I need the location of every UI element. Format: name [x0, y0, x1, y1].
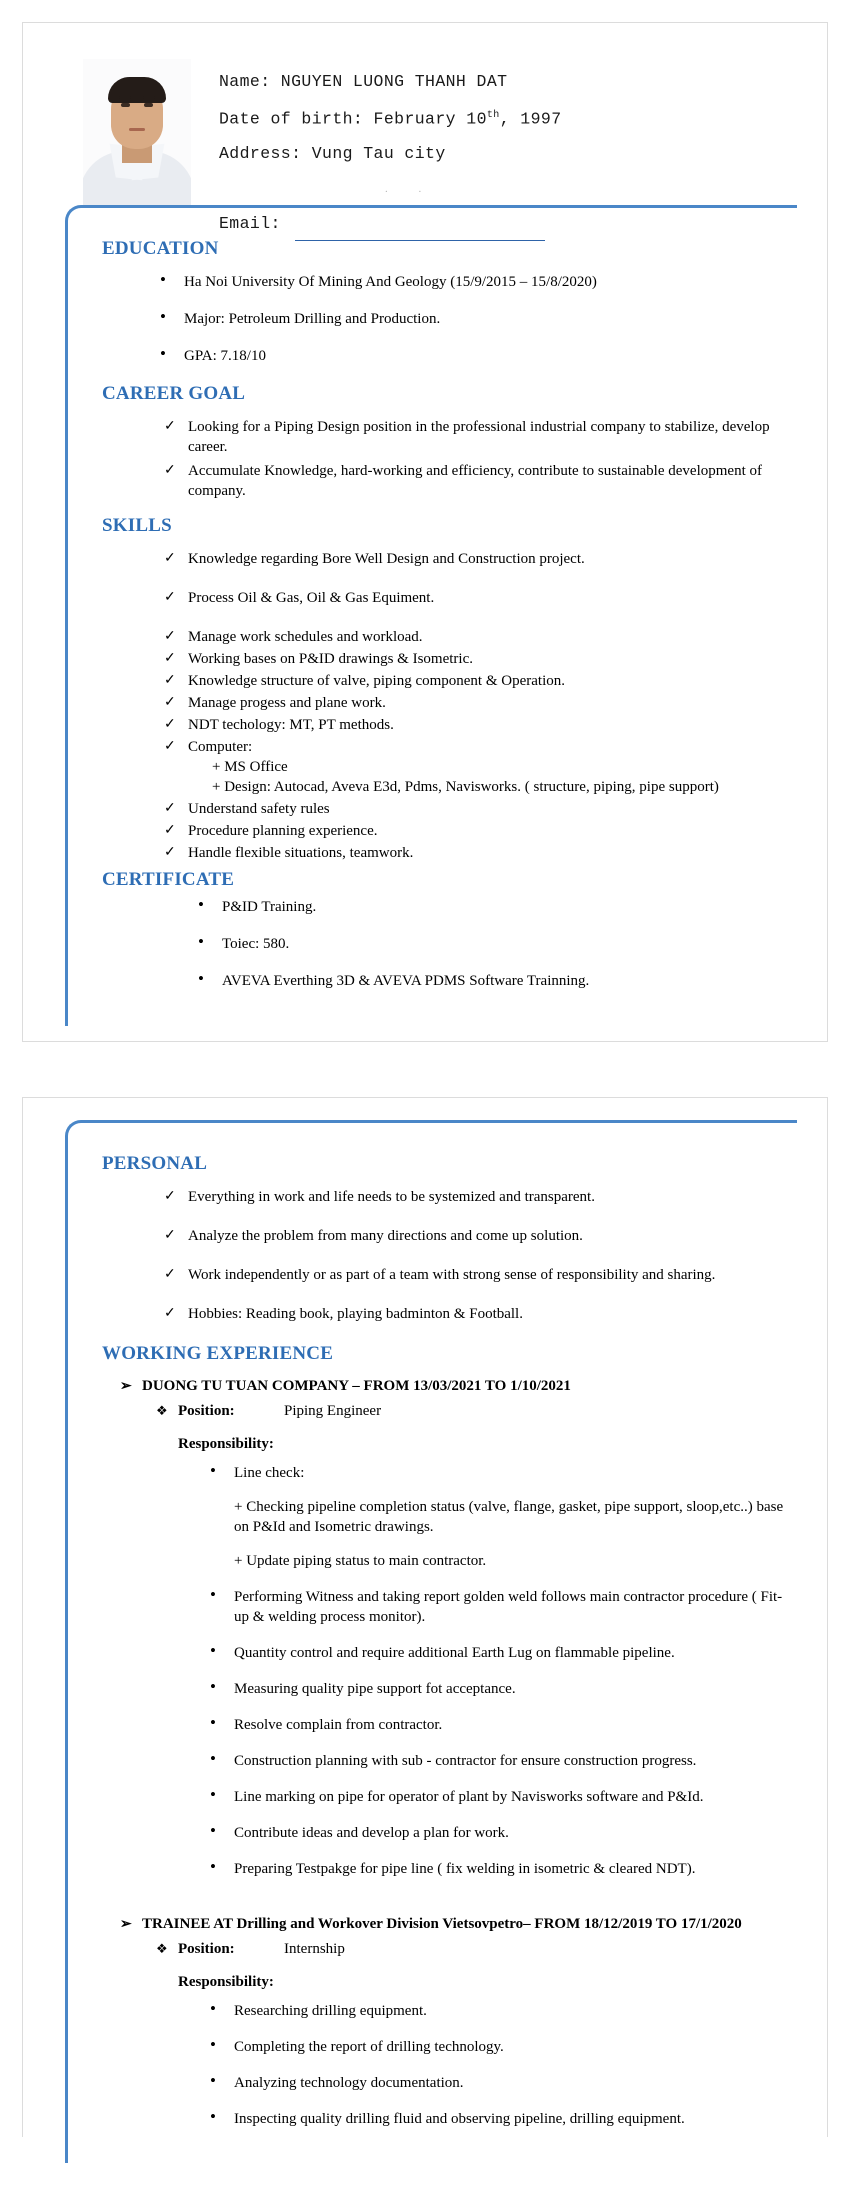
list-item: • Toiec: 580. — [196, 934, 787, 954]
page1-content-frame — [65, 205, 797, 1026]
position-value: Internship — [284, 1941, 345, 1957]
section-heading-career-goal: CAREER GOAL — [102, 383, 246, 404]
job-company-title: ➢ DUONG TU TUAN COMPANY – FROM 13/03/2021 TO 1/10/2021 — [120, 1377, 787, 1396]
section-heading-skills: SKILLS — [102, 515, 172, 536]
job-entry — [86, 1915, 787, 2129]
job-duty-list — [208, 1463, 787, 1879]
list-item: • Contribute ideas and develop a plan for work. — [208, 1823, 787, 1843]
dob-ordinal-suffix: th — [486, 110, 500, 121]
list-item: ✓ NDT techology: MT, PT methods. — [164, 715, 787, 735]
career-goal-list — [164, 417, 787, 501]
list-item: ✓ Working bases on P&ID drawings & Isometric. — [164, 649, 787, 669]
redaction-marks: . . — [385, 183, 436, 195]
section-heading-education: EDUCATION — [102, 238, 219, 259]
duty-sub: + Update piping status to main contractor. — [234, 1553, 487, 1569]
list-item: ✓ Knowledge structure of valve, piping component & Operation. — [164, 671, 787, 691]
job-entry — [86, 1377, 787, 1879]
list-item — [208, 1463, 787, 1571]
computer-label: Computer: — [188, 739, 253, 755]
list-item: • Performing Witness and taking report golden weld follows main contractor procedure ( Fit-up & welding process monitor). — [208, 1587, 787, 1627]
dob-value: February 10 — [373, 109, 487, 129]
position-value: Piping Engineer — [284, 1403, 382, 1419]
list-item: ✓ Manage progess and plane work. — [164, 693, 787, 713]
position-label: Position: — [178, 1403, 235, 1419]
email-label: Email: — [219, 213, 281, 233]
section-heading-certificate: CERTIFICATE — [102, 869, 235, 890]
list-item: • Quantity control and require additional Earth Lug on flammable pipeline. — [208, 1643, 787, 1663]
certificate-list — [196, 897, 787, 991]
list-item: • Completing the report of drilling technology. — [208, 2037, 787, 2057]
list-item-computer — [164, 737, 787, 797]
list-item: • Analyzing technology documentation. — [208, 2073, 787, 2093]
cv-page-2 — [22, 1097, 828, 2137]
section-heading-personal: PERSONAL — [102, 1153, 208, 1174]
name-line: Name: NGUYEN LUONG THANH DAT — [219, 72, 508, 91]
list-item: ✓ Understand safety rules — [164, 799, 787, 819]
list-item: • AVEVA Everthing 3D & AVEVA PDMS Software Trainning. — [196, 971, 787, 991]
list-item: • Major: Petroleum Drilling and Production. — [158, 309, 787, 329]
avatar — [83, 59, 191, 207]
responsibility-label: Responsibility: — [178, 1974, 274, 1990]
list-item: • Construction planning with sub - contractor for ensure construction progress. — [208, 1751, 787, 1771]
list-item: • Inspecting quality drilling fluid and observing pipeline, drilling equipment. — [208, 2109, 787, 2129]
list-item: • Resolve complain from contractor. — [208, 1715, 787, 1735]
position-label: Position: — [178, 1941, 235, 1957]
list-item: ✓ Process Oil & Gas, Oil & Gas Equiment. — [164, 588, 787, 608]
list-item: • GPA: 7.18/10 — [158, 346, 787, 366]
address-line: Address: Vung Tau city — [219, 143, 446, 163]
list-item: ✓ Handle flexible situations, teamwork. — [164, 843, 787, 863]
section-heading-working-experience: WORKING EXPERIENCE — [102, 1343, 334, 1364]
job-duty-list — [208, 2001, 787, 2129]
dob-label: Date of birth: — [219, 109, 364, 129]
list-item: • Ha Noi University Of Mining And Geology (15/9/2015 – 15/8/2020) — [158, 272, 787, 292]
skills-list-dense — [164, 627, 787, 863]
list-item: ✓ Knowledge regarding Bore Well Design and Construction project. — [164, 549, 787, 569]
responsibility-label: Responsibility: — [178, 1436, 274, 1452]
job-position-row — [156, 1400, 787, 1422]
personal-list — [164, 1187, 787, 1324]
computer-sub-item: + MS Office — [212, 759, 288, 775]
dob-line — [219, 99, 827, 137]
page2-content-frame — [65, 1120, 797, 2163]
list-item: ✓ Analyze the problem from many directions and come up solution. — [164, 1226, 787, 1246]
list-item: • P&ID Training. — [196, 897, 787, 917]
list-item: ✓ Accumulate Knowledge, hard-working and efficiency, contribute to sustainable development of company. — [164, 461, 787, 501]
cv-header — [23, 23, 827, 233]
list-item: ✓ Procedure planning experience. — [164, 821, 787, 841]
skills-list-spaced — [164, 549, 787, 608]
list-item: • Measuring quality pipe support fot acceptance. — [208, 1679, 787, 1699]
list-item: ✓ Hobbies: Reading book, playing badminton & Football. — [164, 1304, 787, 1324]
list-item: ✓ Everything in work and life needs to be systemized and transparent. — [164, 1187, 787, 1207]
cv-page-1 — [22, 22, 828, 1042]
job-company-title: ➢ TRAINEE AT Drilling and Workover Division Vietsovpetro– FROM 18/12/2019 TO 17/1/2020 — [120, 1915, 787, 1934]
list-item: ✓ Looking for a Piping Design position in the professional industrial company to stabilize, develop career. — [164, 417, 787, 457]
duty-text: Line check: — [234, 1465, 305, 1481]
list-item: • Preparing Testpakge for pipe line ( fix welding in isometric & cleared NDT). — [208, 1859, 787, 1879]
job-position-row — [156, 1938, 787, 1960]
duty-sub: + Checking pipeline completion status (valve, flange, gasket, pipe support, sloop,etc..) base on P&Id and Isometric drawings. — [234, 1499, 784, 1535]
list-item: • Researching drilling equipment. — [208, 2001, 787, 2021]
list-item: ✓ Work independently or as part of a team with strong sense of responsibility and sharing. — [164, 1265, 787, 1285]
computer-sub-item: + Design: Autocad, Aveva E3d, Pdms, Navisworks. ( structure, piping, pipe support) — [212, 779, 719, 795]
dob-year: , 1997 — [499, 109, 562, 129]
list-item: ✓ Manage work schedules and workload. — [164, 627, 787, 647]
education-list — [158, 272, 787, 366]
list-item: • Line marking on pipe for operator of plant by Navisworks software and P&Id. — [208, 1787, 787, 1807]
